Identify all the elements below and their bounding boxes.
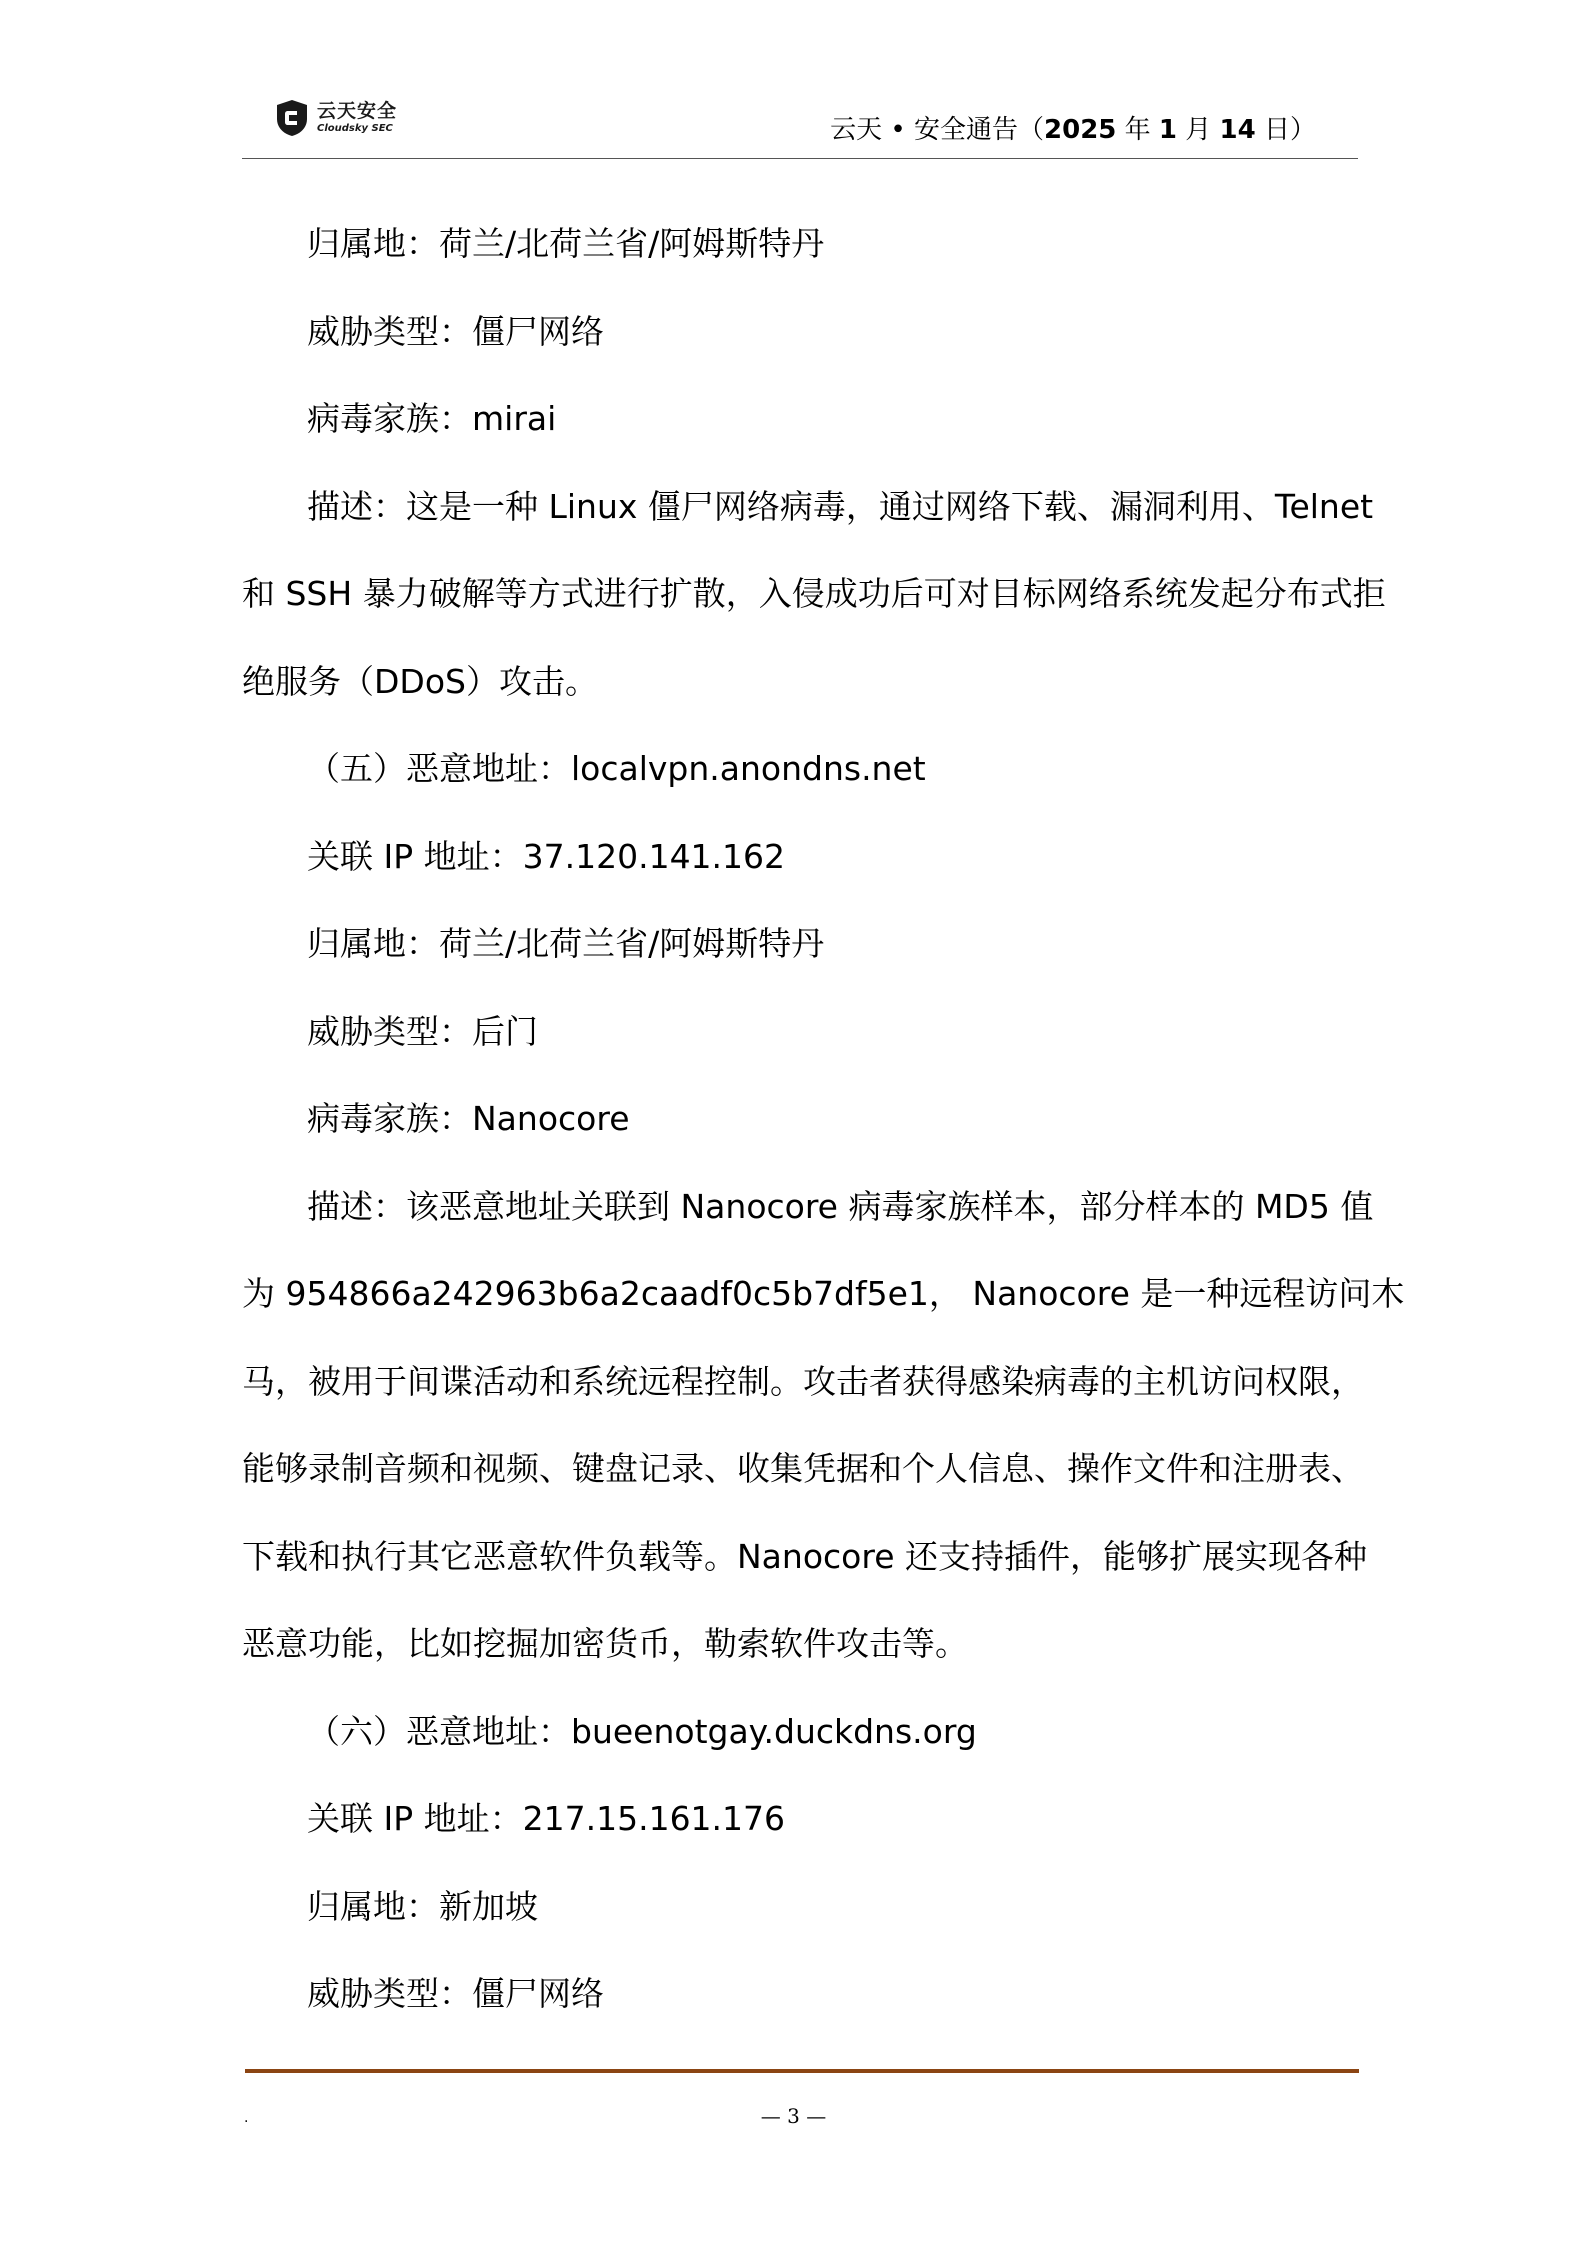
title-day-unit: 日） (1255, 115, 1316, 145)
document-body (242, 200, 1405, 2038)
body-paragraph-line: 恶意功能，比如挖掘加密货币，勒索软件攻击等。 (242, 1624, 968, 1663)
body-paragraph-line: 关联 IP 地址：217.15.161.176 (307, 1799, 786, 1838)
body-paragraph-line: 关联 IP 地址：37.120.141.162 (307, 836, 786, 876)
body-paragraph-line: 病毒家族：mirai (307, 399, 557, 438)
body-paragraph-line: （五）恶意地址：localvpn.anondns.net (307, 749, 926, 788)
title-month-unit: 月 (1177, 115, 1220, 145)
title-prefix: 云天 • 安全通告（ (830, 115, 1045, 145)
footer-dot: . (244, 2110, 249, 2126)
title-month: 1 (1158, 115, 1178, 145)
body-paragraph-line: （六）恶意地址：bueenotgay.duckdns.org (307, 1711, 977, 1751)
page-number: — 3 — (760, 2104, 827, 2128)
body-paragraph-line: 马，被用于间谍活动和系统远程控制。攻击者获得感染病毒的主机访问权限， (242, 1361, 1364, 1401)
body-paragraph-line: 描述：这是一种 Linux 僵尸网络病毒，通过网络下载、漏洞利用、Telnet (307, 486, 1374, 526)
body-paragraph-line: 描述：该恶意地址关联到 Nanocore 病毒家族样本，部分样本的 MD5 值 (307, 1186, 1374, 1226)
footer-divider (245, 2069, 1359, 2073)
page-header (242, 95, 1358, 159)
body-paragraph-line: 归属地：荷兰/北荷兰省/阿姆斯特丹 (307, 924, 825, 963)
shield-logo-icon (275, 99, 309, 137)
body-paragraph-line: 威胁类型：僵尸网络 (307, 1974, 604, 2013)
title-day: 14 (1219, 115, 1256, 145)
body-paragraph-line: 归属地：荷兰/北荷兰省/阿姆斯特丹 (307, 224, 825, 263)
header-divider (242, 158, 1358, 159)
bulletin-title (830, 109, 1316, 146)
body-paragraph-line: 为 954866a242963b6a2caadf0c5b7df5e1， Nanocore 是一种远程访问木 (242, 1274, 1405, 1313)
body-paragraph-line: 威胁类型：僵尸网络 (307, 311, 604, 351)
body-paragraph-line: 病毒家族：Nanocore (307, 1099, 630, 1138)
body-paragraph-line: 归属地：新加坡 (307, 1886, 538, 1926)
title-year-unit: 年 (1116, 115, 1159, 145)
cloudsky-logo (275, 99, 397, 137)
logo-chinese-text: 云天安全 (317, 100, 398, 122)
body-paragraph-line: 能够录制音频和视频、键盘记录、收集凭据和个人信息、操作文件和注册表、 (242, 1449, 1364, 1488)
logo-english-text: Cloudsky SEC (317, 123, 393, 134)
body-paragraph-line: 威胁类型：后门 (307, 1011, 538, 1051)
title-year: 2025 (1044, 115, 1117, 145)
body-paragraph-line: 和 SSH 暴力破解等方式进行扩散，入侵成功后可对目标网络系统发起分布式拒 (242, 574, 1386, 613)
body-paragraph-line: 绝服务（DDoS）攻击。 (242, 661, 598, 701)
body-paragraph-line: 下载和执行其它恶意软件负载等。Nanocore 还支持插件，能够扩展实现各种 (242, 1536, 1367, 1576)
